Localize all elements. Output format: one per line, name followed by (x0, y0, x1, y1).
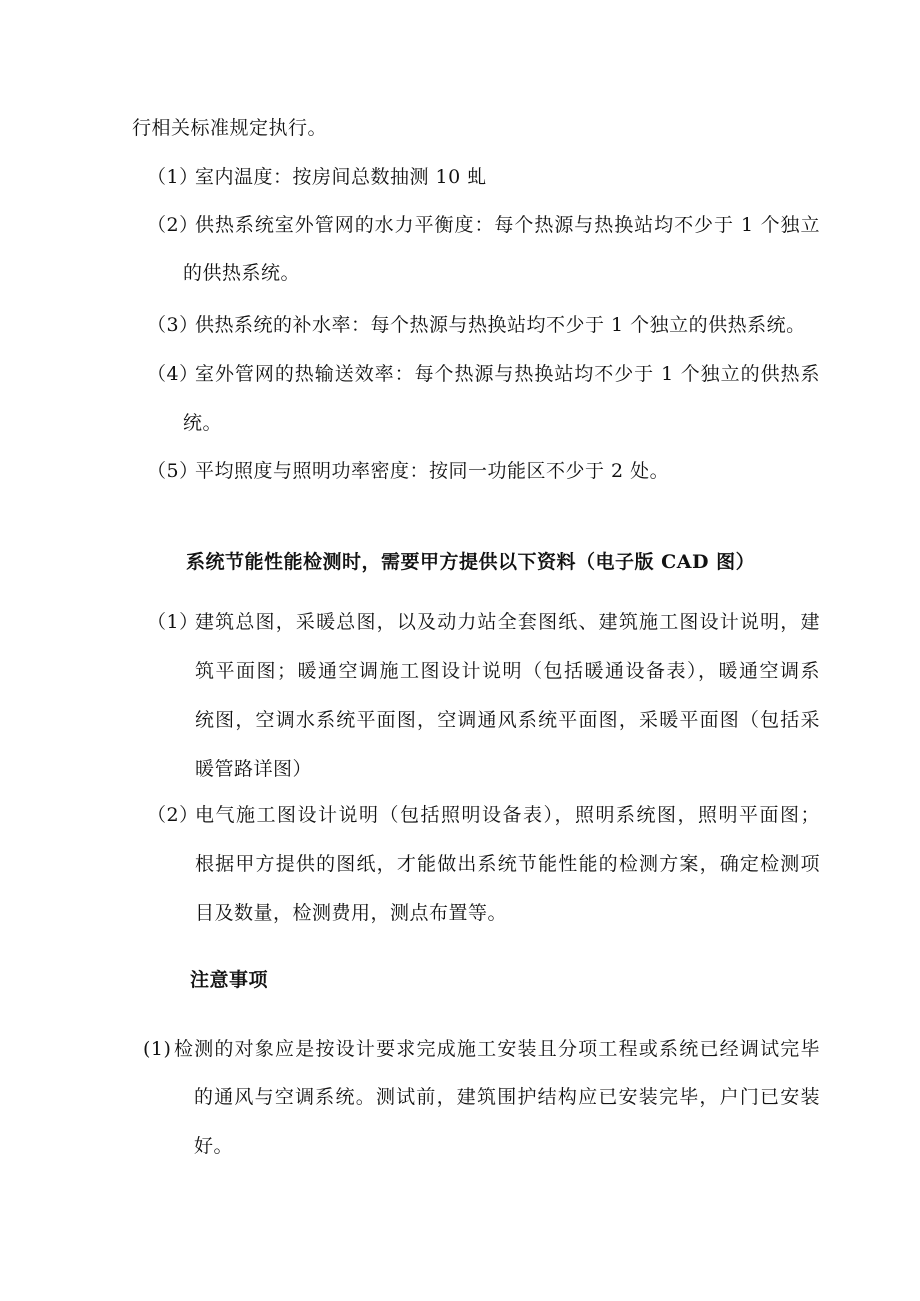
list-item-text: 目及数量，检测费用，测点布置等。 (195, 902, 508, 924)
list-item-text: 电气施工图设计说明（包括照明设备表），照明系统图，照明平面图； (195, 804, 820, 826)
list-item-text: 暖管路详图） (195, 758, 313, 780)
list-item-text: 的供热系统。 (183, 262, 301, 284)
list-item-text: 室内温度：按房间总数抽测 10 虬 (195, 166, 487, 188)
list-item-text: 根据甲方提供的图纸，才能做出系统节能性能的检测方案，确定检测项 (195, 853, 820, 875)
list-item-text: 的通风与空调系统。测试前，建筑围护结构应已安装完毕，户门已安装 (194, 1086, 820, 1108)
intro-line: 行相关标准规定执行。 (132, 117, 328, 139)
list-item-text: 供热系统室外管网的水力平衡度：每个热源与热换站均不少于 1 个独立 (195, 214, 820, 236)
list-item-text: 室外管网的热输送效率：每个热源与热换站均不少于 1 个独立的供热系 (195, 363, 820, 385)
list-item-text: 筑平面图；暖通空调施工图设计说明（包括暖通设备表），暖通空调系 (195, 660, 820, 682)
list-item-number: （2） (147, 804, 199, 826)
list-item-text: 统。 (183, 412, 223, 434)
list-item-number: （5） (147, 460, 199, 482)
list-item-number: （1） (147, 611, 199, 633)
list-item-number: （3） (147, 314, 199, 336)
list-item-number: （2） (147, 214, 199, 236)
section-heading-materials: 系统节能性能检测时，需要甲方提供以下资料（电子版 CAD 图） (186, 551, 756, 573)
list-item-text: 建筑总图，采暖总图，以及动力站全套图纸、建筑施工图设计说明，建 (195, 611, 820, 633)
list-item-text: 供热系统的补水率：每个热源与热换站均不少于 1 个独立的供热系统。 (195, 314, 806, 336)
list-item-number: (1) (143, 1038, 172, 1060)
list-item-text: 平均照度与照明功率密度：按同一功能区不少于 2 处。 (195, 460, 670, 482)
section-heading-notes: 注意事项 (190, 969, 269, 991)
list-item-number: （1） (147, 166, 199, 188)
list-item-text: 好。 (194, 1135, 234, 1157)
list-item-text: 检测的对象应是按设计要求完成施工安装且分项工程或系统已经调试完毕 (174, 1038, 820, 1060)
list-item-text: 统图，空调水系统平面图，空调通风系统平面图，采暖平面图（包括采 (195, 709, 820, 731)
list-item-number: （4） (147, 363, 199, 385)
